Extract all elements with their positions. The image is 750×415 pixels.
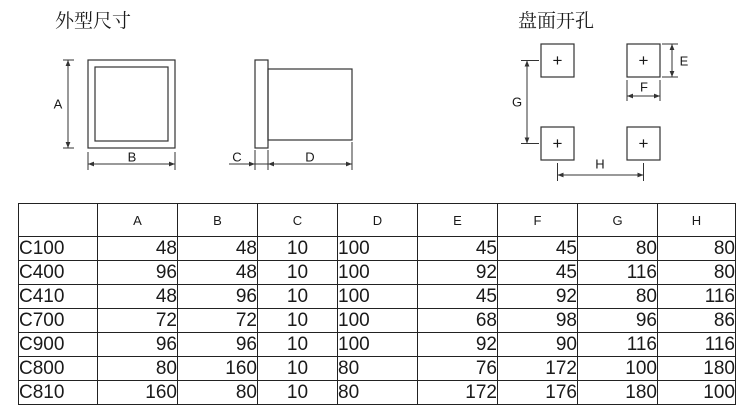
table-row bbox=[19, 333, 736, 357]
value-cell-d: 80 bbox=[338, 381, 418, 405]
value-cell-g: 80 bbox=[578, 285, 658, 309]
value-cell-a: 72 bbox=[98, 309, 178, 333]
dimension-b-label: B bbox=[127, 149, 137, 165]
dimension-e bbox=[662, 44, 689, 77]
front-outer-frame bbox=[88, 60, 175, 148]
value-cell-b: 72 bbox=[178, 309, 258, 333]
table-header-f: F bbox=[498, 204, 578, 237]
dimension-a bbox=[54, 60, 74, 148]
dimension-d-label: D bbox=[305, 149, 315, 165]
table-header-e: E bbox=[418, 204, 498, 237]
value-cell-f: 90 bbox=[498, 333, 578, 357]
value-cell-d: 100 bbox=[338, 285, 418, 309]
model-cell: C900 bbox=[19, 333, 98, 357]
table-header-a: A bbox=[98, 204, 178, 237]
dimension-a-label: A bbox=[53, 96, 63, 112]
cutout-holes bbox=[541, 44, 660, 160]
value-cell-b: 160 bbox=[178, 357, 258, 381]
plus-icon: + bbox=[552, 134, 563, 153]
dimension-table bbox=[18, 203, 736, 405]
value-cell-a: 48 bbox=[98, 285, 178, 309]
value-cell-f: 176 bbox=[498, 381, 578, 405]
table-row bbox=[19, 237, 736, 261]
dimension-f bbox=[627, 80, 660, 102]
plus-icon: + bbox=[552, 51, 563, 70]
value-cell-h: 116 bbox=[658, 333, 736, 357]
value-cell-f: 92 bbox=[498, 285, 578, 309]
value-cell-b: 48 bbox=[178, 237, 258, 261]
value-cell-c: 10 bbox=[258, 309, 338, 333]
dimension-drawings bbox=[0, 0, 750, 200]
table-row bbox=[19, 285, 736, 309]
panel-cutout-title: 盘面开孔 bbox=[518, 10, 595, 32]
value-cell-h: 180 bbox=[658, 357, 736, 381]
value-cell-h: 80 bbox=[658, 261, 736, 285]
outline-dimensions-title: 外型尺寸 bbox=[55, 10, 132, 32]
value-cell-c: 10 bbox=[258, 333, 338, 357]
value-cell-g: 116 bbox=[578, 333, 658, 357]
value-cell-h: 80 bbox=[658, 237, 736, 261]
table-corner-cell bbox=[19, 204, 98, 237]
table-header-row bbox=[19, 204, 736, 237]
value-cell-a: 80 bbox=[98, 357, 178, 381]
value-cell-c: 10 bbox=[258, 381, 338, 405]
value-cell-g: 116 bbox=[578, 261, 658, 285]
model-cell: C400 bbox=[19, 261, 98, 285]
value-cell-d: 100 bbox=[338, 237, 418, 261]
model-cell: C810 bbox=[19, 381, 98, 405]
value-cell-b: 80 bbox=[178, 381, 258, 405]
value-cell-b: 96 bbox=[178, 285, 258, 309]
value-cell-d: 80 bbox=[338, 357, 418, 381]
table-row bbox=[19, 357, 736, 381]
table-header-c: C bbox=[258, 204, 338, 237]
value-cell-e: 92 bbox=[418, 261, 498, 285]
value-cell-f: 45 bbox=[498, 237, 578, 261]
front-view bbox=[88, 60, 175, 148]
dimension-b bbox=[88, 150, 175, 171]
value-cell-d: 100 bbox=[338, 261, 418, 285]
table-header-d: D bbox=[338, 204, 418, 237]
value-cell-b: 96 bbox=[178, 333, 258, 357]
side-view bbox=[255, 60, 352, 148]
value-cell-e: 45 bbox=[418, 285, 498, 309]
model-cell: C700 bbox=[19, 309, 98, 333]
value-cell-h: 116 bbox=[658, 285, 736, 309]
value-cell-g: 96 bbox=[578, 309, 658, 333]
plus-icon: + bbox=[638, 134, 649, 153]
model-cell: C410 bbox=[19, 285, 98, 309]
table-row bbox=[19, 381, 736, 405]
dimension-h-label: H bbox=[595, 156, 605, 172]
side-body bbox=[268, 69, 352, 140]
value-cell-f: 45 bbox=[498, 261, 578, 285]
value-cell-e: 45 bbox=[418, 237, 498, 261]
dimension-c-label: C bbox=[232, 149, 242, 165]
table-header-g: G bbox=[578, 204, 658, 237]
value-cell-g: 100 bbox=[578, 357, 658, 381]
value-cell-g: 80 bbox=[578, 237, 658, 261]
value-cell-e: 92 bbox=[418, 333, 498, 357]
dimension-f-label: F bbox=[640, 79, 648, 95]
value-cell-a: 48 bbox=[98, 237, 178, 261]
value-cell-d: 100 bbox=[338, 309, 418, 333]
value-cell-a: 96 bbox=[98, 261, 178, 285]
value-cell-f: 98 bbox=[498, 309, 578, 333]
value-cell-g: 180 bbox=[578, 381, 658, 405]
front-inner-window bbox=[95, 67, 168, 141]
table-header-h: H bbox=[658, 204, 736, 237]
model-cell: C800 bbox=[19, 357, 98, 381]
dimension-g bbox=[512, 61, 539, 144]
value-cell-h: 86 bbox=[658, 309, 736, 333]
dimension-c-d bbox=[229, 142, 352, 170]
table-header-b: B bbox=[178, 204, 258, 237]
value-cell-f: 172 bbox=[498, 357, 578, 381]
table-row bbox=[19, 261, 736, 285]
value-cell-e: 68 bbox=[418, 309, 498, 333]
dimension-e-label: E bbox=[679, 53, 689, 69]
value-cell-a: 160 bbox=[98, 381, 178, 405]
value-cell-c: 10 bbox=[258, 357, 338, 381]
table-row bbox=[19, 309, 736, 333]
dimension-g-label: G bbox=[511, 94, 523, 110]
value-cell-e: 172 bbox=[418, 381, 498, 405]
model-cell: C100 bbox=[19, 237, 98, 261]
value-cell-h: 100 bbox=[658, 381, 736, 405]
value-cell-a: 96 bbox=[98, 333, 178, 357]
value-cell-c: 10 bbox=[258, 285, 338, 309]
value-cell-c: 10 bbox=[258, 237, 338, 261]
side-flange bbox=[255, 60, 268, 148]
plus-icon: + bbox=[638, 51, 649, 70]
value-cell-e: 76 bbox=[418, 357, 498, 381]
value-cell-c: 10 bbox=[258, 261, 338, 285]
value-cell-b: 48 bbox=[178, 261, 258, 285]
value-cell-d: 100 bbox=[338, 333, 418, 357]
